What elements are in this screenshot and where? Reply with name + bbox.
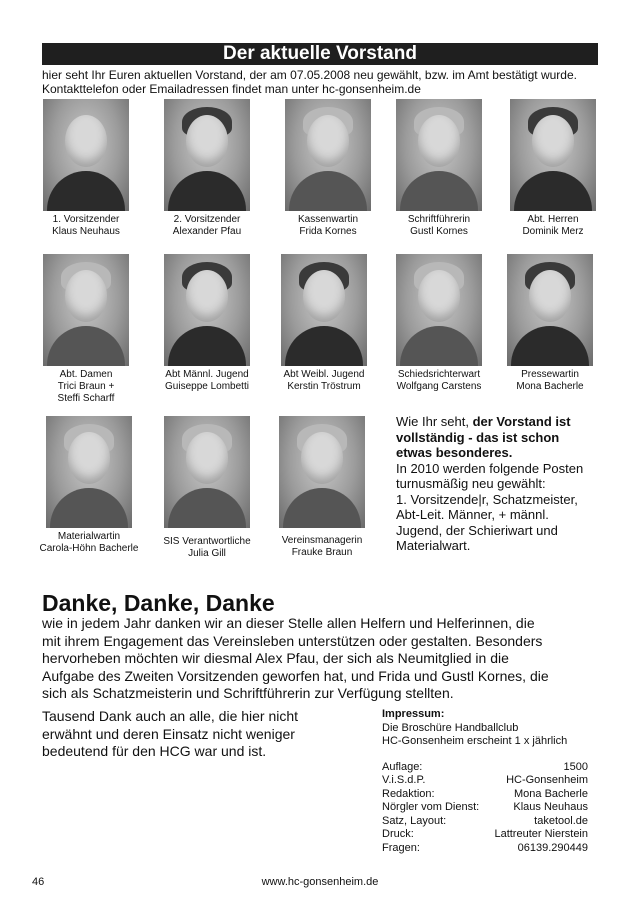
member-role: Kassenwartin <box>297 214 359 225</box>
member-card <box>28 99 144 238</box>
side-note-text: 1. Vorsitzende|r, Schatzmeister, <box>396 491 578 507</box>
side-note-text: turnusmäßig neu gewählt: <box>396 476 546 491</box>
member-photo <box>164 99 250 211</box>
member-photo <box>43 99 129 211</box>
side-note-bold: etwas besonderes. <box>396 445 513 460</box>
side-note <box>396 414 606 554</box>
side-note-text: Wie Ihr seht, <box>396 414 473 429</box>
impressum-value: HC-Gonsenheim <box>506 774 588 786</box>
member-role: Abt Weibl. Jugend <box>283 369 365 380</box>
impressum-row <box>382 761 588 775</box>
impressum-label: V.i.S.d.P. <box>382 774 426 786</box>
member-photo <box>281 254 367 366</box>
member-photo <box>396 254 482 366</box>
member-role: Schriftführerin <box>407 214 471 225</box>
member-name-2: Steffi Scharff <box>57 393 115 404</box>
impressum-row <box>382 801 588 815</box>
thanks-line: erwähnt und deren Einsatz nicht weniger <box>42 725 295 742</box>
side-note-text: Materialwart. <box>396 538 471 553</box>
impressum-row <box>382 828 588 842</box>
impressum-row <box>382 815 588 829</box>
member-photo <box>43 254 129 366</box>
impressum-value: Mona Bacherle <box>514 787 588 800</box>
impressum-label: Fragen: <box>382 841 420 854</box>
impressum-line: Die Broschüre Handballclub <box>382 721 519 734</box>
member-card <box>149 99 265 238</box>
thanks-line: Aufgabe des Zweiten Vorsitzenden geworfen hat, und Frida und Gustl Kornes, die <box>42 667 549 684</box>
member-role: Abt. Damen <box>59 369 113 380</box>
page-title: Der aktuelle Vorstand <box>42 43 598 65</box>
impressum-value: 1500 <box>563 760 588 773</box>
impressum-value: Lattreuter Nierstein <box>494 828 588 840</box>
member-card <box>270 99 386 238</box>
member-photo <box>285 99 371 211</box>
side-note-text: In 2010 werden folgende Posten <box>396 460 584 476</box>
member-role: Schiedsrichterwart <box>397 369 481 380</box>
member-card <box>381 99 497 238</box>
member-card <box>149 416 265 560</box>
impressum-label: Druck: <box>382 828 414 840</box>
member-card <box>492 254 608 393</box>
member-name: Alexander Pfau <box>172 226 242 237</box>
thanks-line: Tausend Dank auch an alle, die hier nicht <box>42 708 299 724</box>
thanks-line: mit ihrem Engagement das Vereinsleben unterstützen oder gestalten. Besonders <box>42 632 543 649</box>
member-name: Guiseppe Lombetti <box>165 381 249 392</box>
impressum-row <box>382 842 588 856</box>
member-card <box>495 99 611 238</box>
member-photo <box>396 99 482 211</box>
footer-url: www.hc-gonsenheim.de <box>261 876 379 888</box>
thanks-paragraph <box>42 615 602 703</box>
impressum-value: taketool.de <box>534 814 588 827</box>
member-photo <box>46 416 132 528</box>
member-photo <box>279 416 365 528</box>
impressum-line: HC-Gonsenheim erscheint 1 x jährlich <box>382 735 568 747</box>
side-note-text: Abt-Leit. Männer, + männl. <box>396 507 549 522</box>
thanks-heading: Danke, Danke, Danke <box>42 590 275 616</box>
thanks-line: sich als Schatzmeisterin und Schriftführerin zur Verfügung stellten. <box>42 685 454 701</box>
member-name: Gustl Kornes <box>410 226 468 237</box>
impressum-title: Impressum: <box>382 708 445 720</box>
member-name: Carola-Höhn Bacherle <box>39 543 139 554</box>
member-role: 2. Vorsitzender <box>173 214 241 225</box>
member-card <box>149 254 265 393</box>
impressum-value: Klaus Neuhaus <box>513 801 588 813</box>
member-name: Kerstin Tröstrum <box>287 381 361 392</box>
member-role: Materialwartin <box>57 531 121 542</box>
member-name: Dominik Merz <box>522 226 584 237</box>
impressum-row <box>382 774 588 788</box>
member-name: Trici Braun + <box>57 381 115 392</box>
side-note-bold: der Vorstand ist <box>472 414 571 429</box>
intro-line-2: Kontakttelefon oder Emailadressen findet man unter hc-gonsenheim.de <box>42 82 421 96</box>
member-photo <box>510 99 596 211</box>
member-card <box>28 254 144 405</box>
member-card <box>31 416 147 555</box>
impressum-row <box>382 788 588 802</box>
thanks-line: wie in jedem Jahr danken wir an dieser Stelle allen Helfern und Helferinnen, die <box>42 615 535 631</box>
thanks-line: hervorheben möchten wir diesmal Alex Pfau, der sich als Neumitglied in die <box>42 650 509 666</box>
member-role: SIS Verantwortliche <box>163 536 251 547</box>
thanks-line: bedeutend für den HCG war und ist. <box>42 743 267 759</box>
member-photo <box>164 416 250 528</box>
impressum-label: Nörgler vom Dienst: <box>382 801 480 813</box>
intro-line-1: hier seht Ihr Euren aktuellen Vorstand, der am 07.05.2008 neu gewählt, bzw. im Amt bestätigt wurde. <box>42 68 577 82</box>
side-note-bold: vollständig - das ist schon <box>396 429 560 445</box>
side-note-text: Jugend, der Schieriwart und <box>396 522 558 538</box>
member-name: Mona Bacherle <box>516 381 584 392</box>
intro-text <box>42 68 602 96</box>
member-name: Julia Gill <box>188 548 226 559</box>
member-photo <box>507 254 593 366</box>
impressum-value: 06139.290449 <box>517 841 588 854</box>
member-role: Abt Männl. Jugend <box>165 369 249 380</box>
member-name: Wolfgang Carstens <box>396 381 482 392</box>
impressum-box <box>382 708 588 855</box>
impressum-label: Satz, Layout: <box>382 814 447 827</box>
member-card <box>381 254 497 393</box>
member-card <box>264 416 380 559</box>
member-name: Frida Kornes <box>299 226 357 237</box>
member-role: Vereinsmanagerin <box>281 535 363 546</box>
member-role: 1. Vorsitzender <box>52 214 120 225</box>
member-role: Abt. Herren <box>527 214 579 225</box>
thanks-paragraph-2 <box>42 708 362 761</box>
impressum-label: Redaktion: <box>382 787 435 800</box>
member-card <box>266 254 382 393</box>
member-photo <box>164 254 250 366</box>
member-name: Klaus Neuhaus <box>52 226 120 237</box>
impressum-label: Auflage: <box>382 760 423 773</box>
page-number: 46 <box>32 876 45 888</box>
member-name: Frauke Braun <box>291 547 353 558</box>
member-role: Pressewartin <box>521 369 579 380</box>
